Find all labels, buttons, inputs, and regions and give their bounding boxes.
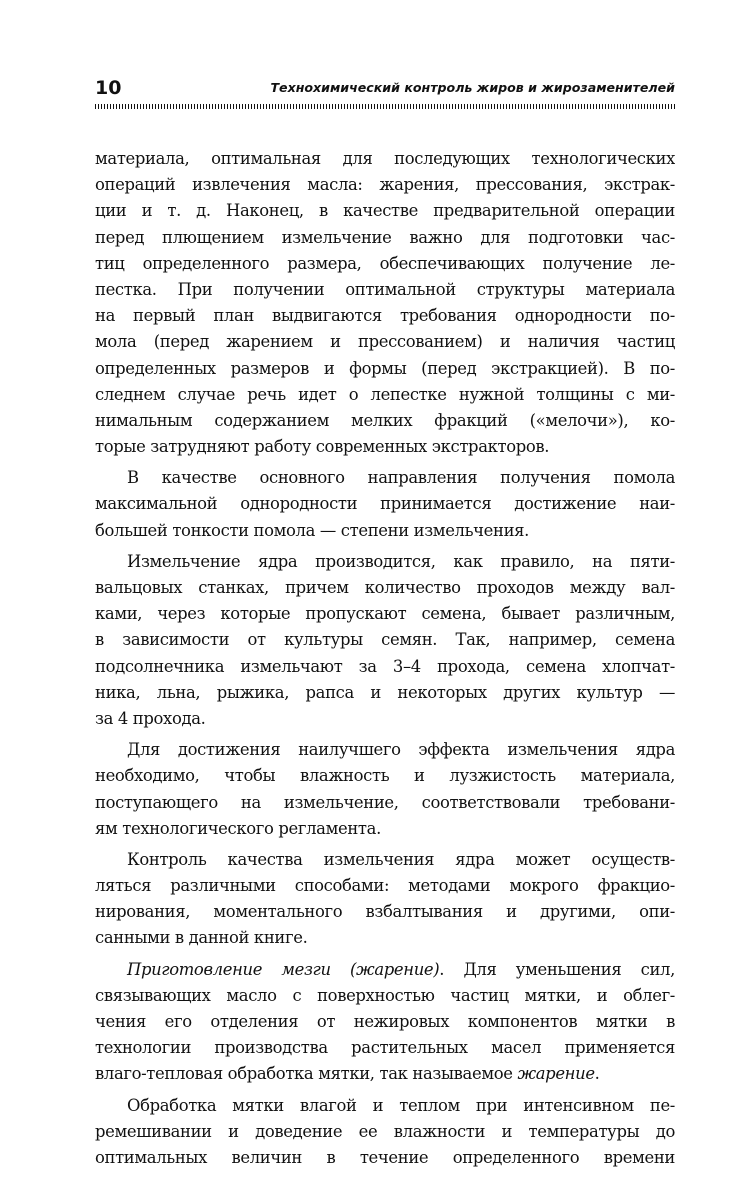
text-line: пестка. При получении оптимальной структуры материала	[95, 279, 675, 299]
text-line: нирования, моментального взбалтывания и другими, опи-	[95, 902, 675, 922]
text-line: мола (перед жарением и прессованием) и наличия частиц	[95, 332, 675, 352]
text-line: связывающих масло с поверхностью частиц мятки, и облег-	[95, 985, 675, 1005]
paragraph	[95, 847, 675, 952]
text-line: на первый план выдвигаются требования однородности по-	[95, 306, 675, 326]
paragraph	[95, 737, 675, 842]
text-line: В качестве основного направления получения помола	[127, 468, 675, 488]
text-run: . Для уменьшения сил,	[439, 959, 675, 979]
text-line: определенных размеров и формы (перед экстракцией). В по-	[95, 358, 675, 378]
text-line: нимальным содержанием мелких фракций («мелочи»), ко-	[95, 410, 675, 430]
text-line: Для достижения наилучшего эффекта измельчения ядра	[127, 740, 675, 760]
text-line: Обработка мятки влагой и теплом при интенсивном пе-	[127, 1095, 675, 1115]
text-line: торые затрудняют работу современных экстракторов.	[95, 437, 550, 457]
paragraph	[95, 957, 675, 1088]
text-line: ками, через которые пропускают семена, бывает различным,	[95, 604, 675, 624]
text-line: чения его отделения от нежировых компонентов мятки в	[95, 1012, 675, 1031]
text-line: следнем случае речь идет о лепестке нужной толщины с ми-	[95, 384, 675, 404]
text-line: Измельчение ядра производится, как правило, на пяти-	[127, 551, 675, 571]
text-line: вальцовых станках, причем количество проходов между вал-	[95, 578, 675, 597]
text-line: ремешивании и доведение ее влажности и температуры до	[95, 1121, 675, 1141]
page-header	[95, 76, 675, 102]
text-line: материала, оптимальная для последующих технологических	[95, 149, 675, 168]
text-line: ника, льна, рыжика, рапса и некоторых других культур —	[95, 682, 675, 702]
run-in-heading: Приготовление мезги (жарение)	[127, 959, 440, 979]
text-line: поступающего на измельчение, соответствовали требовани-	[95, 792, 675, 812]
text-line	[95, 957, 675, 983]
paragraph	[95, 465, 675, 544]
header-rule	[95, 104, 675, 109]
text-line: в зависимости от культуры семян. Так, например, семена	[95, 630, 675, 650]
text-line: за 4 прохода.	[95, 708, 206, 728]
paragraph	[95, 146, 675, 460]
text-line: перед плющением измельчение важно для подготовки час-	[95, 227, 675, 247]
text-line: ции и т. д. Наконец, в качестве предварительной операции	[95, 201, 675, 221]
paragraph	[95, 1093, 675, 1172]
text-line: операций извлечения масла: жарения, прессования, экстрак-	[95, 175, 675, 195]
text-line: оптимальных величин в течение определенного времени	[95, 1147, 675, 1167]
text-line: ям технологического регламента.	[95, 818, 381, 838]
italic-term: жарение	[517, 1064, 595, 1084]
text-line: технологии производства растительных масел применяется	[95, 1038, 675, 1058]
text-line	[95, 1061, 675, 1087]
text-line: санными в данной книге.	[95, 928, 308, 948]
paragraph	[95, 549, 675, 732]
text-line: Контроль качества измельчения ядра может осуществ-	[127, 849, 675, 869]
text-run: .	[594, 1064, 600, 1084]
text-line: ляться различными способами: методами мокрого фракцио-	[95, 876, 675, 896]
text-line: необходимо, чтобы влажность и лузжистость материала,	[95, 766, 675, 786]
text-line: максимальной однородности принимается достижение наи-	[95, 494, 675, 514]
text-line: тиц определенного размера, обеспечивающих получение ле-	[95, 253, 675, 273]
page-number: 10	[95, 77, 122, 99]
running-title: Технохимический контроль жиров и жирозаменителей	[270, 80, 675, 95]
text-run: влаго-тепловая обработка мятки, так называемое	[95, 1064, 518, 1084]
text-line: подсолнечника измельчают за 3–4 прохода, семена хлопчат-	[95, 656, 675, 676]
text-line: большей тонкости помола — степени измельчения.	[95, 520, 530, 540]
body-text	[95, 146, 675, 1176]
